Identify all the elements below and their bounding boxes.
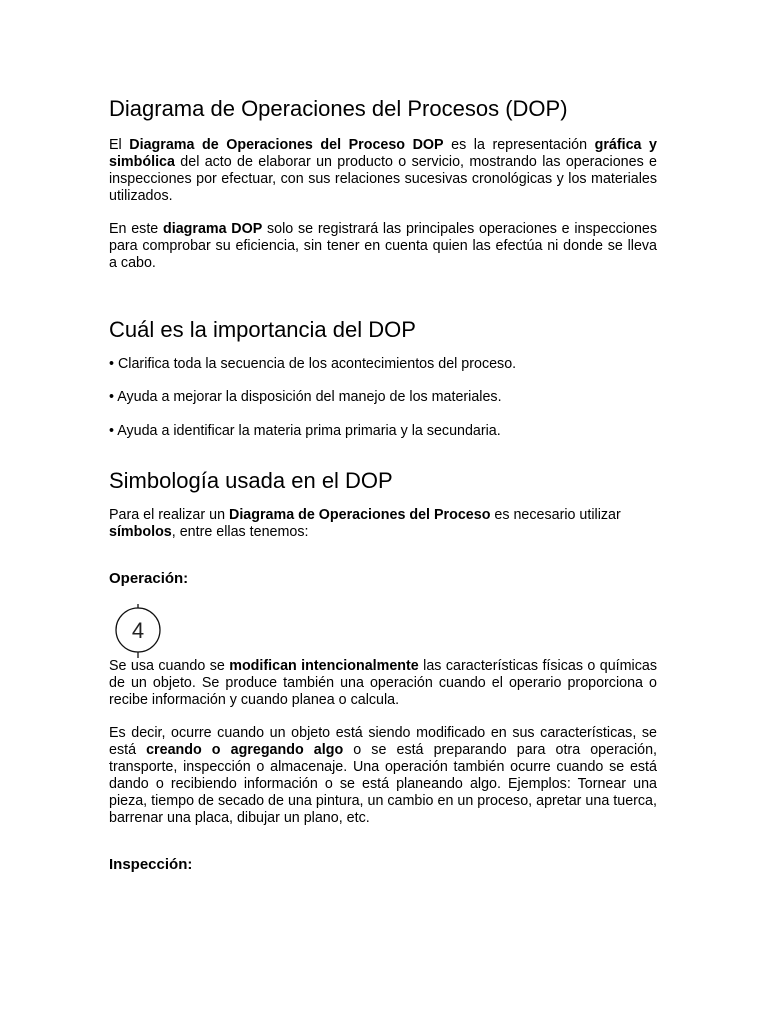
paragraph-dop-scope: En este diagrama DOP solo se registrará las principales operaciones e inspecciones para comprobar su eficiencia, sin tener en cuenta quien las efectúa ni donde se lleva a cabo. <box>109 221 657 271</box>
paragraph-operacion-detail: Es decir, ocurre cuando un objeto está siendo modificado en sus características, se está creando o agregando algo o se está preparando para otra operación, transporte, inspección o almacenaje. Una operación también ocurre cuando se está dando o recibiendo información o se está planeando algo. Ejemplos: Tornear una pieza, tiempo de secado de una pintura, un cambio en un proceso, apretar una tuerca, barrenar una placa, dibujar un plano, etc. <box>109 725 657 826</box>
bullet-item: • Ayuda a identificar la materia prima primaria y la secundaria. <box>109 423 501 439</box>
section-title-symbology: Simbología usada en el DOP <box>109 468 393 493</box>
heading-inspeccion: Inspección: <box>109 856 193 873</box>
operation-symbol-icon <box>114 604 162 658</box>
paragraph-symbols-intro: Para el realizar un Diagrama de Operaciones del Proceso es necesario utilizar símbolos, entre ellas tenemos: <box>109 507 621 540</box>
section-title-dop: Diagrama de Operaciones del Procesos (DOP) <box>109 96 568 121</box>
section-title-importance: Cuál es la importancia del DOP <box>109 317 416 342</box>
paragraph-operacion-definition: Se usa cuando se modifican intencionalmente las características físicas o químicas de un objeto. Se produce también una operación cuando el operario proporciona o recibe información y cuando planea o calcula. <box>109 658 657 708</box>
operation-symbol-number: 4 <box>131 618 145 643</box>
bullet-item: • Clarifica toda la secuencia de los acontecimientos del proceso. <box>109 356 517 372</box>
bullet-item: • Ayuda a mejorar la disposición del manejo de los materiales. <box>109 389 502 405</box>
heading-operacion: Operación: <box>109 570 189 587</box>
paragraph-dop-definition: El Diagrama de Operaciones del Proceso DOP es la representación gráfica y simbólica del acto de elaborar un producto o servicio, mostrando las operaciones e inspecciones por efectuar, con sus relaciones sucesivas cronológicas y los materiales utilizados. <box>109 137 658 204</box>
